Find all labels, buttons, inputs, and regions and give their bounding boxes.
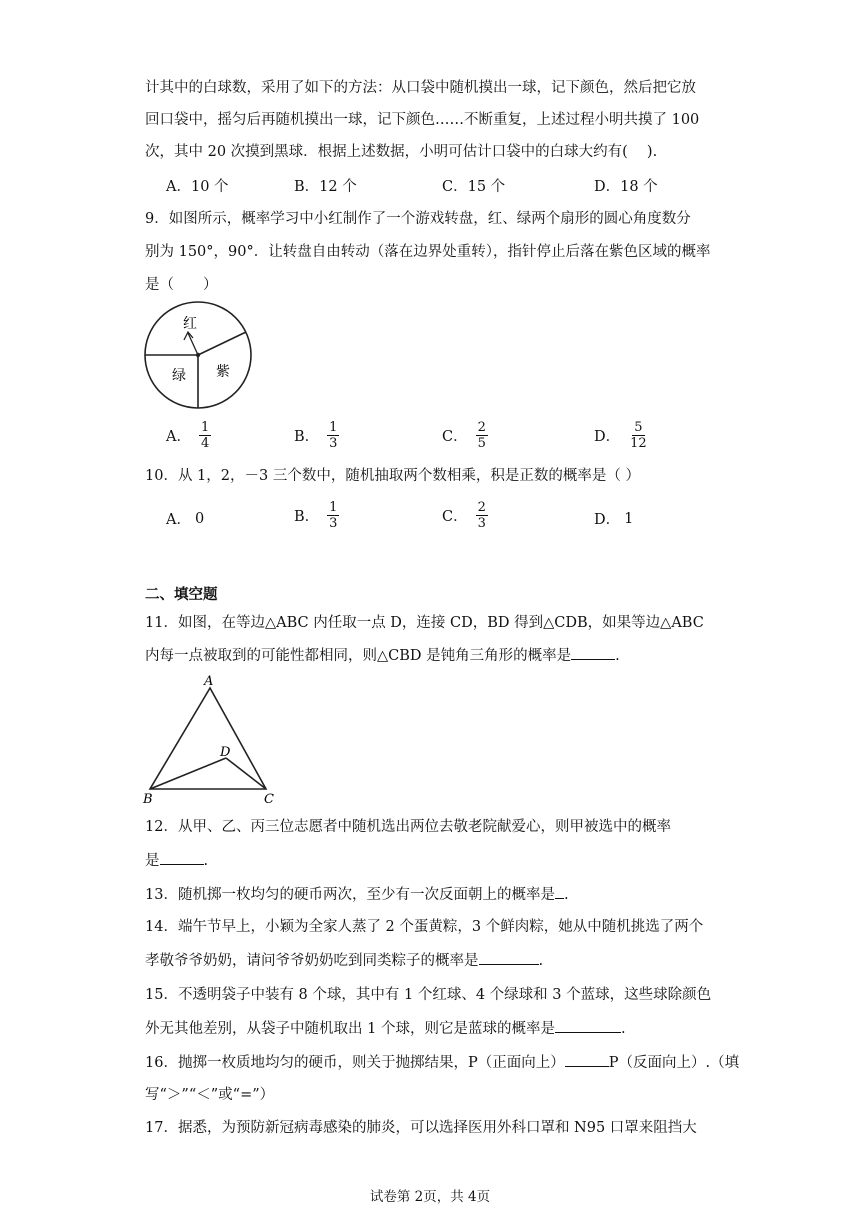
answer-blank[interactable] [565, 1052, 609, 1067]
q8-line-3: 次，其中 20 次摸到黑球．根据上述数据，小明可估计口袋中的白球大约有( ). [145, 144, 658, 160]
q10-option-b: B． $\frac{1}{3}$ [294, 500, 338, 531]
vertex-label-c: C [264, 792, 274, 807]
q15-line-2: 外无其他差别，从袋子中随机取出 1 个球，则它是蓝球的概率是 . [145, 1018, 725, 1039]
q14-line-2: 孝敬爷爷奶奶，请问爷爷奶奶吃到同类粽子的概率是 . [145, 950, 725, 971]
fraction: $\frac{5}{12}$ [630, 420, 647, 451]
q16-line-2: 写“＞”“＜”或“=”） [145, 1087, 275, 1103]
q11-line-1: 11．如图，在等边△ABC 内任取一点 D，连接 CD，BD 得到△CDB，如果等边△ABC [145, 615, 704, 631]
q8-option-c: C．15 个 [442, 179, 506, 195]
answer-blank[interactable] [479, 950, 539, 965]
triangle-figure [140, 672, 280, 808]
answer-blank[interactable] [571, 645, 615, 660]
q13-line-1: 13．随机掷一枚均匀的硬币两次，至少有一次反面朝上的概率是 . [145, 884, 725, 905]
q8-option-a: A．10 个 [166, 179, 229, 195]
vertex-label-d: D [220, 745, 231, 760]
fraction: $\frac{2}{3}$ [477, 500, 486, 531]
q15-line-1: 15．不透明袋子中装有 8 个球，其中有 1 个红球、4 个绿球和 3 个蓝球，这些球除颜色 [145, 987, 712, 1003]
spinner-label-green: 绿 [172, 368, 186, 384]
answer-blank[interactable] [555, 1018, 621, 1033]
vertex-label-a: A [204, 674, 214, 689]
q10-line-1: 10．从 1，2，－3 三个数中，随机抽取两个数相乘，积是正数的概率是（ ） [145, 468, 640, 484]
q9-line-1: 9．如图所示，概率学习中小红制作了一个游戏转盘，红、绿两个扇形的圆心角度数分 [145, 211, 691, 227]
answer-blank[interactable] [555, 884, 564, 899]
q8-option-d: D．18 个 [594, 179, 658, 195]
q10-option-c: C． $\frac{2}{3}$ [442, 500, 486, 531]
fraction: $\frac{2}{5}$ [477, 420, 486, 451]
section-title: 二、填空题 [145, 586, 218, 603]
q9-option-a: A． $\frac{1}{4}$ [166, 420, 210, 451]
vertex-label-b: B [143, 792, 153, 807]
q9-line-2: 别为 150°，90°．让转盘自由转动（落在边界处重转），指针停止后落在紫色区域的概率 [145, 244, 711, 260]
q9-option-c: C． $\frac{2}{5}$ [442, 420, 486, 451]
q12-line-2: 是 . [145, 850, 725, 871]
q9-line-3: 是（ ） [145, 277, 218, 293]
q9-option-b: B． $\frac{1}{3}$ [294, 420, 338, 451]
q8-line-1: 计其中的白球数，采用了如下的方法：从口袋中随机摸出一球，记下颜色，然后把它放 [145, 80, 696, 96]
page-footer: 试卷第 2页，共 4页 [369, 1189, 491, 1205]
fraction: $\frac{1}{3}$ [329, 500, 338, 531]
q11-line-2: 内每一点被取到的可能性都相同，则△CBD 是钝角三角形的概率是 . [145, 645, 725, 666]
q10-option-d: D． 1 [594, 510, 634, 528]
q16-line-1: 16．抛掷一枚质地均匀的硬币，则关于抛掷结果，P（正面向上） P（反面向上）.（填 [145, 1052, 725, 1073]
q17-line-1: 17．据悉，为预防新冠病毒感染的肺炎，可以选择医用外科口罩和 N95 口罩来阻挡大 [145, 1120, 697, 1136]
q10-option-a: A． 0 [166, 510, 205, 528]
spinner-figure [140, 300, 258, 416]
q14-line-1: 14．端午节早上，小颖为全家人蒸了 2 个蛋黄粽，3 个鲜肉粽，她从中随机挑选了两个 [145, 919, 704, 935]
q10-options [166, 500, 726, 540]
answer-blank[interactable] [160, 850, 204, 865]
spinner-label-purple: 紫 [216, 364, 230, 380]
fraction: $\frac{1}{4}$ [200, 420, 210, 451]
q8-option-b: B．12 个 [294, 179, 357, 195]
q8-line-2: 回口袋中，摇匀后再随机摸出一球，记下颜色……不断重复，上述过程小明共摸了 100 [145, 112, 700, 128]
spinner-label-red: 红 [183, 316, 197, 332]
q12-line-1: 12．从甲、乙、丙三位志愿者中随机选出两位去敬老院献爱心，则甲被选中的概率 [145, 819, 671, 835]
q9-option-d: D． $\frac{5}{12}$ [594, 420, 647, 451]
q9-options [166, 420, 726, 460]
fraction: $\frac{1}{3}$ [329, 420, 338, 451]
